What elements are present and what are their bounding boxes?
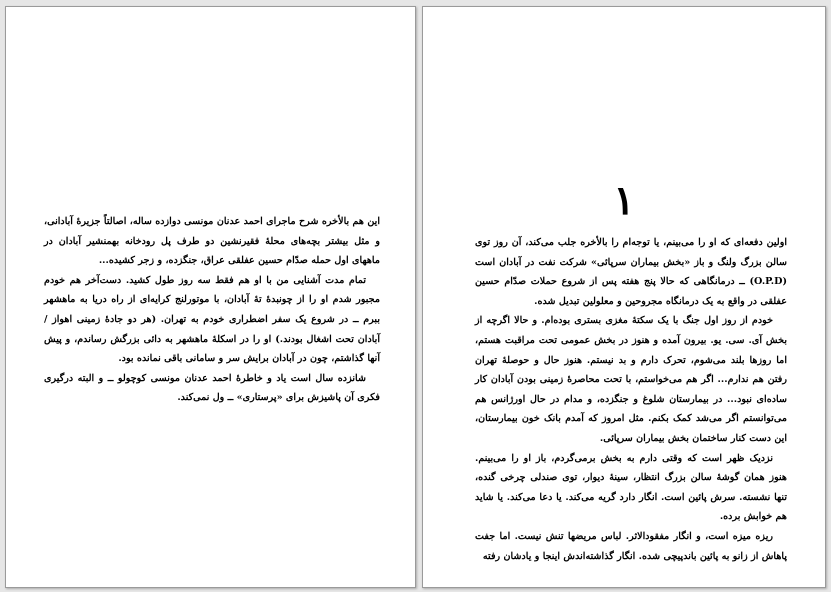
left-paragraph-3: شانزده سال است یاد و خاطرهٔ احمد عدنان مونسی کوچولو ــ و البته درگیری فکری آن پاشیزش برای «پرستاری» ــ ول نمی‌کند.	[44, 372, 380, 404]
right-page	[422, 6, 826, 588]
left-page	[5, 6, 416, 588]
right-paragraph-4: ریزه میزه است، و انگار مفقودالاثر. لباس مریضها تنش نیست. اما جفت پاهاش از زانو به پائین باندپیچی شده. انگار گذاشته‌اندش اینجا و یادشان رفته	[475, 530, 787, 562]
left-page-text	[44, 212, 380, 408]
left-paragraph-2: تمام مدت آشنایی من با او هم فقط سه روز طول کشید. دست‌آخر هم خودم مجبور شدم او را از چونبدهٔ تهٔ آبادان، با موتورلنج کرایه‌ای از راه دریا به ماهشهر ببرم ــ در شروع یک سفر اضطراری خودم به تهران. (هر دو جادهٔ زمینی اهواز / آبادان تحت اشغال بودند.) او را در اسکلهٔ ماهشهر به دائی بزرگش رساندم، و پیش آنها گذاشتم، چون در آبادان برایش سر و سامانی باقی نمانده بود.	[44, 274, 380, 365]
chapter-number: ۱	[613, 177, 635, 224]
right-page-text	[475, 233, 787, 566]
left-paragraph-1: این هم بالأخره شرح ماجرای احمد عدنان مونسی دوازده ساله، اصالتاً جزیرهٔ آبادانی، و مثل بیشتر بچه‌های محلهٔ فقیرنشین دو طرف پل رودخانه بهمنشیر آبادان در ماههای اول حمله صدّام حسین عفلقی عراق، جنگزده، و زجر کشیده...	[44, 216, 380, 267]
right-paragraph-1: اولین دفعه‌ای که او را می‌بینم، یا توجه‌ام را بالأخره جلب می‌کند، آن روز توی سالن بزرگ ولنگ و باز «بخش بیماران سرپائی» شرکت نفت در آبادان است (O.P.D) ــ درمانگاهی که حالا پنج هفته پس از شروع حملات صدّام حسین عفلقی در واقع به یک درمانگاه مجروحین و معلولین تبدیل شده.	[475, 237, 787, 307]
right-paragraph-3: نزدیک ظهر است که وقتی دارم به بخش برمی‌گردم، باز او را می‌بینم. هنوز همان گوشهٔ سالن بزرگ انتظار، سینهٔ دیوار، توی صندلی چرخی گنده، تنها نشسته. سرش پائین است. انگار دارد گریه می‌کند. یا دعا می‌کند. یا شاید هم خوابش برده.	[475, 452, 787, 523]
right-paragraph-2: خودم از روز اول جنگ با یک سکتهٔ مغزی بستری بوده‌ام. و حالا اگرچه از بخش آی. سی. یو. بیرون آمده و هنوز در بخش عمومی تحت مراقبت هستم، اما روزها بلند می‌شوم، تحرک دارم و بد نیستم. هنوز حال و حوصلهٔ تهران رفتن هم ندارم... اگر هم می‌خواستم، با تحت محاصرهٔ زمینی بودن آبادان کار ساده‌ای نبود... در بیمارستان شلوغ و جنگزده، و مدام در حال اورژانس هم می‌توانستم اگر می‌شد کمک بکنم. مثل امروز که آمدم بانک خون بیمارستان، این دست کنار ساختمان بخش بیماران سرپائی.	[475, 315, 787, 444]
